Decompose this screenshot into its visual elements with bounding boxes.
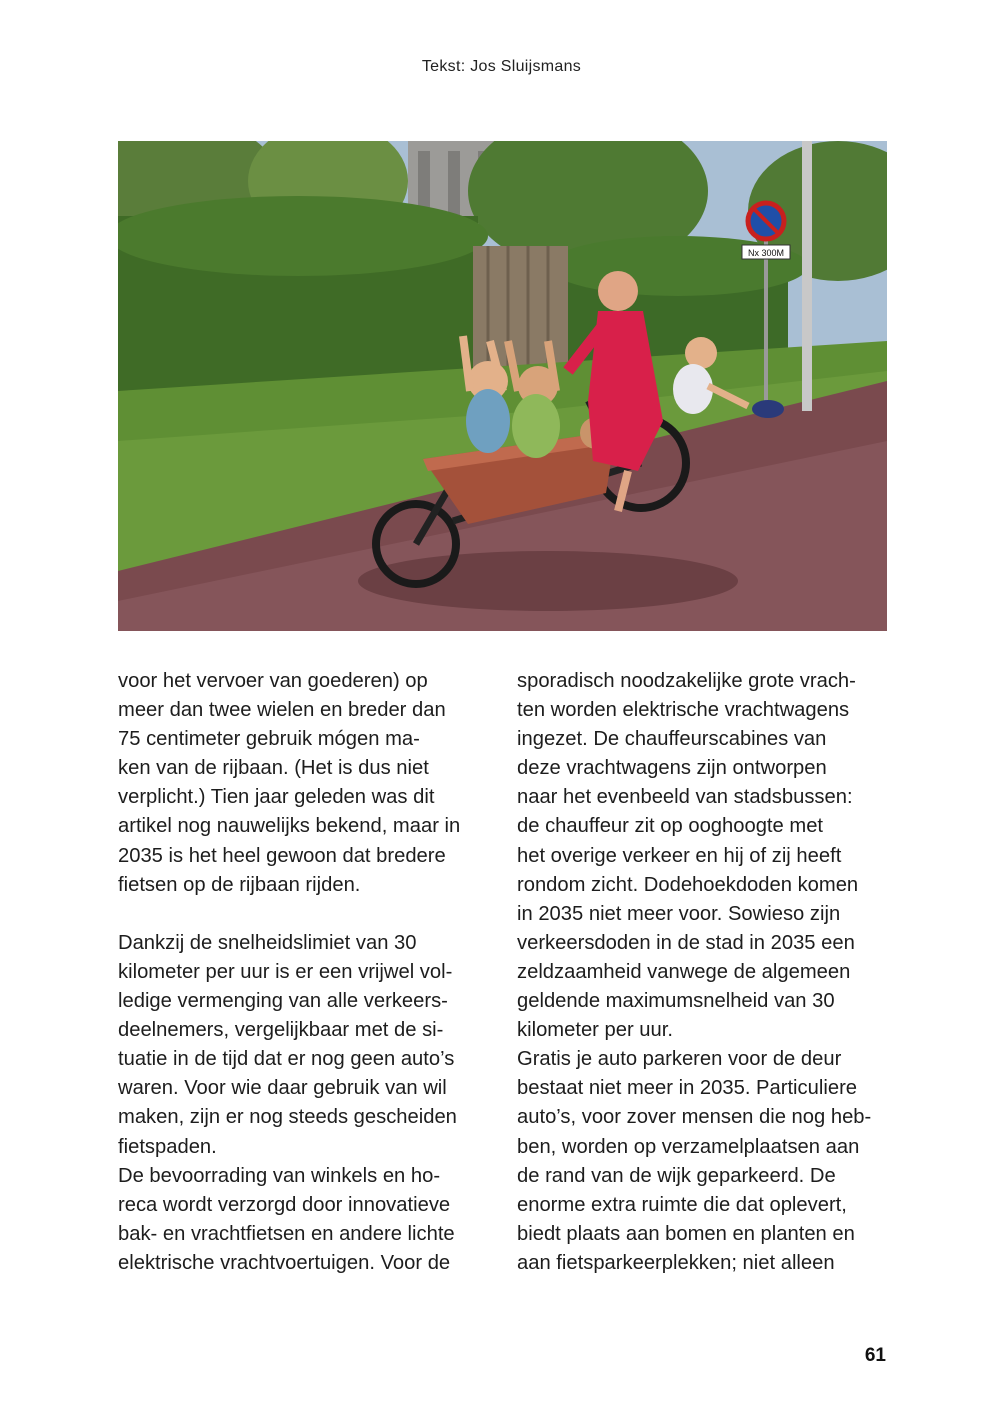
text-line: ben, worden op verzamelplaatsen aan xyxy=(517,1135,860,1158)
sign-plate-text: Nx 300M xyxy=(747,248,785,258)
text-line: auto’s, voor zover mensen die nog heb- xyxy=(517,1106,872,1129)
photo-boy-head xyxy=(685,337,717,369)
cargo-bike-photo xyxy=(118,141,887,631)
text-line: rondom zicht. Dodehoekdoden komen xyxy=(517,873,859,896)
text-line: ledige vermenging van alle verkeers- xyxy=(118,990,448,1013)
text-line: de rand van de wijk geparkeerd. De xyxy=(517,1164,836,1187)
text-line: tuatie in de tijd dat er nog geen auto’s xyxy=(118,1048,455,1071)
text-line: aan fietsparkeerplekken; niet alleen xyxy=(517,1251,835,1274)
text-line: naar het evenbeeld van stadsbussen: xyxy=(517,786,853,809)
text-column-right xyxy=(517,667,892,1278)
author-credit: Tekst: Jos Sluijsmans xyxy=(421,58,582,75)
text-line: Dankzij de snelheidslimiet van 30 xyxy=(118,931,417,954)
text-line: zeldzaamheid vanwege de algemeen xyxy=(517,960,851,983)
text-line: fietspaden. xyxy=(118,1135,217,1158)
text-line: voor het vervoer van goederen) op xyxy=(118,670,428,692)
text-line: bestaat niet meer in 2035. Particuliere xyxy=(517,1077,858,1100)
text-line: het overige verkeer en hij of zij heeft xyxy=(517,844,842,867)
text-line: kilometer per uur is er een vrijwel vol- xyxy=(118,960,453,983)
text-line: artikel nog nauwelijks bekend, maar in xyxy=(118,815,461,838)
text-line: ingezet. De chauffeurscabines van xyxy=(517,728,827,751)
text-line: sporadisch noodzakelijke grote vrach- xyxy=(517,670,856,692)
text-line: fietsen op de rijbaan rijden. xyxy=(118,873,361,896)
paragraph-spacer xyxy=(118,900,493,929)
text-line: bak- en vrachtfietsen en andere lichte xyxy=(118,1222,455,1245)
text-line: waren. Voor wie daar gebruik van wil xyxy=(118,1077,447,1100)
text-line: deze vrachtwagens zijn ontworpen xyxy=(517,757,827,780)
text-line: verkeersdoden in de stad in 2035 een xyxy=(517,931,855,954)
text-line: geldende maximumsnelheid van 30 xyxy=(517,990,835,1013)
text-line: meer dan twee wielen en breder dan xyxy=(118,699,446,722)
photo-woman-head xyxy=(598,271,638,311)
text-line: elektrische vrachtvoertuigen. Voor de xyxy=(118,1251,451,1274)
text-line: de chauffeur zit op ooghoogte met xyxy=(517,815,824,838)
photo-child-middle xyxy=(512,394,560,458)
text-line: biedt plaats aan bomen en planten en xyxy=(517,1222,855,1245)
text-line: ken van de rijbaan. (Het is dus niet xyxy=(118,757,429,780)
text-line: Gratis je auto parkeren voor de deur xyxy=(517,1048,842,1071)
text-line: deelnemers, vergelijkbaar met de si- xyxy=(118,1019,444,1042)
paragraph xyxy=(118,929,493,1278)
photo-child-left xyxy=(466,389,510,453)
text-line: De bevoorrading van winkels en ho- xyxy=(118,1164,441,1187)
text-line: in 2035 niet meer voor. Sowieso zijn xyxy=(517,902,841,925)
text-column-left xyxy=(118,667,493,1278)
text-line: verplicht.) Tien jaar geleden was dit xyxy=(118,786,435,809)
paragraph xyxy=(118,667,493,900)
text-line: ten worden elektrische vrachtwagens xyxy=(517,699,850,722)
text-line: 2035 is het heel gewoon dat bredere xyxy=(118,844,446,867)
photo-lamp-pole xyxy=(802,141,812,411)
text-line: enorme extra ruimte die dat oplevert, xyxy=(517,1193,847,1216)
page-number: 61 xyxy=(864,1345,886,1366)
text-line: 75 centimeter gebruik mógen ma- xyxy=(118,728,420,751)
text-line: kilometer per uur. xyxy=(517,1019,673,1042)
text-line: reca wordt verzorgd door innovatieve xyxy=(118,1193,451,1216)
text-line: maken, zijn er nog steeds gescheiden xyxy=(118,1106,457,1129)
